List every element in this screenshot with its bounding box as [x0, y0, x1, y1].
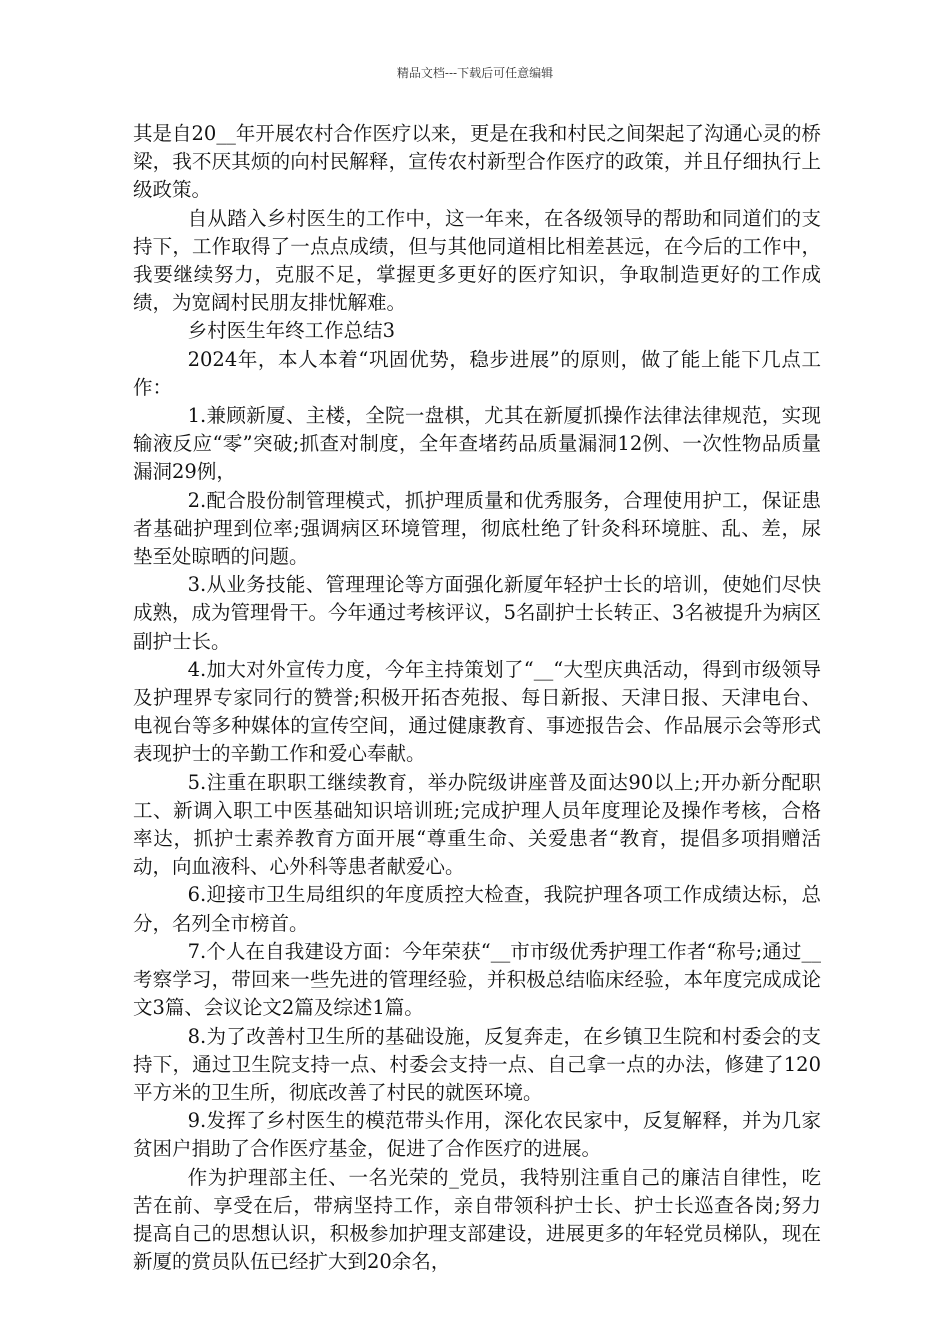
list-item: 5.注重在职职工继续教育，举办院级讲座普及面达90以上;开办新分配职工、新调入职工中医基础知识培训班;完成护理人员年度理论及操作考核，合格率达，抓护士素养教育方面开展“尊重生命、关爱患者“教育，提倡多项捐赠活动，向血液科、心外科等患者献爱心。 [133, 770, 821, 879]
list-item: 7.个人在自我建设方面：今年荣获“__市市级优秀护理工作者“称号;通过__考察学习，带回来一些先进的管理经验，并积极总结临床经验，本年度完成成论文3篇、会议论文2篇及综述1篇。 [133, 939, 821, 1020]
list-item: 2.配合股份制管理模式，抓护理质量和优秀服务，合理使用护工，保证患者基础护理到位率;强调病区环境管理，彻底杜绝了针灸科环境脏、乱、差，尿垫至处晾晒的问题。 [133, 488, 821, 569]
list-item: 8.为了改善村卫生所的基础设施，反复奔走，在乡镇卫生院和村委会的支持下，通过卫生院支持一点、村委会支持一点、自己拿一点的办法，修建了120平方米的卫生所，彻底改善了村民的就医环境。 [133, 1024, 821, 1104]
paragraph: 其是自20__年开展农村合作医疗以来，更是在我和村民之间架起了沟通心灵的桥梁，我不厌其烦的向村民解释，宣传农村新型合作医疗的政策，并且仔细执行上级政策。 [133, 122, 821, 202]
paragraph: 自从踏入乡村医生的工作中，这一年来，在各级领导的帮助和同道们的支持下，工作取得了一点点成绩，但与其他同道相比相差甚远，在今后的工作中，我要继续努力，克服不足，掌握更多更好的医疗知识，争取制造更好的工作成绩，为宽阔村民朋友排忧解难。 [133, 206, 821, 315]
list-item: 3.从业务技能、管理理论等方面强化新厦年轻护士长的培训，使她们尽快成熟，成为管理骨干。今年通过考核评议，5名副护士长转正、3名被提升为病区副护士长。 [133, 573, 821, 653]
paragraph: 作为护理部主任、一名光荣的_党员，我特别注重自己的廉洁自律性，吃苦在前、享受在后，带病坚持工作，亲自带领科护士长、护士长巡查各岗;努力提高自己的思想认识，积极参加护理支部建设，进展更多的年轻党员梯队，现在新厦的赏员队伍已经扩大到20余名， [133, 1165, 821, 1274]
paragraph: 2024年，本人本着“巩固优势，稳步进展”的原则，做了能上能下几点工作： [133, 347, 821, 399]
page-header: 精品文档---下载后可任意编辑 [396, 66, 554, 80]
section-title: 乡村医生年终工作总结3 [187, 319, 396, 343]
list-item: 9.发挥了乡村医生的模范带头作用，深化农民家中，反复解释，并为几家贫困户捐助了合作医疗基金，促进了合作医疗的进展。 [133, 1109, 821, 1161]
list-item: 6.迎接市卫生局组织的年度质控大检查，我院护理各项工作成绩达标，总分，名列全市榜首。 [133, 883, 821, 935]
list-item: 4.加大对外宣传力度，今年主持策划了“__“大型庆典活动，得到市级领导及护理界专家同行的赞誉;积极开拓杏苑报、每日新报、天津日报、天津电台、电视台等多种媒体的宣传空间，通过健康教育、事迹报告会、作品展示会等形式表现护士的辛勤工作和爱心奉献。 [133, 657, 821, 766]
list-item: 1.兼顾新厦、主楼，全院一盘棋，尤其在新厦抓操作法律法律规范，实现输液反应“零”突破;抓查对制度，全年查堵药品质量漏洞12例、一次性物品质量漏洞29例， [133, 404, 821, 484]
document-body [133, 120, 821, 1276]
